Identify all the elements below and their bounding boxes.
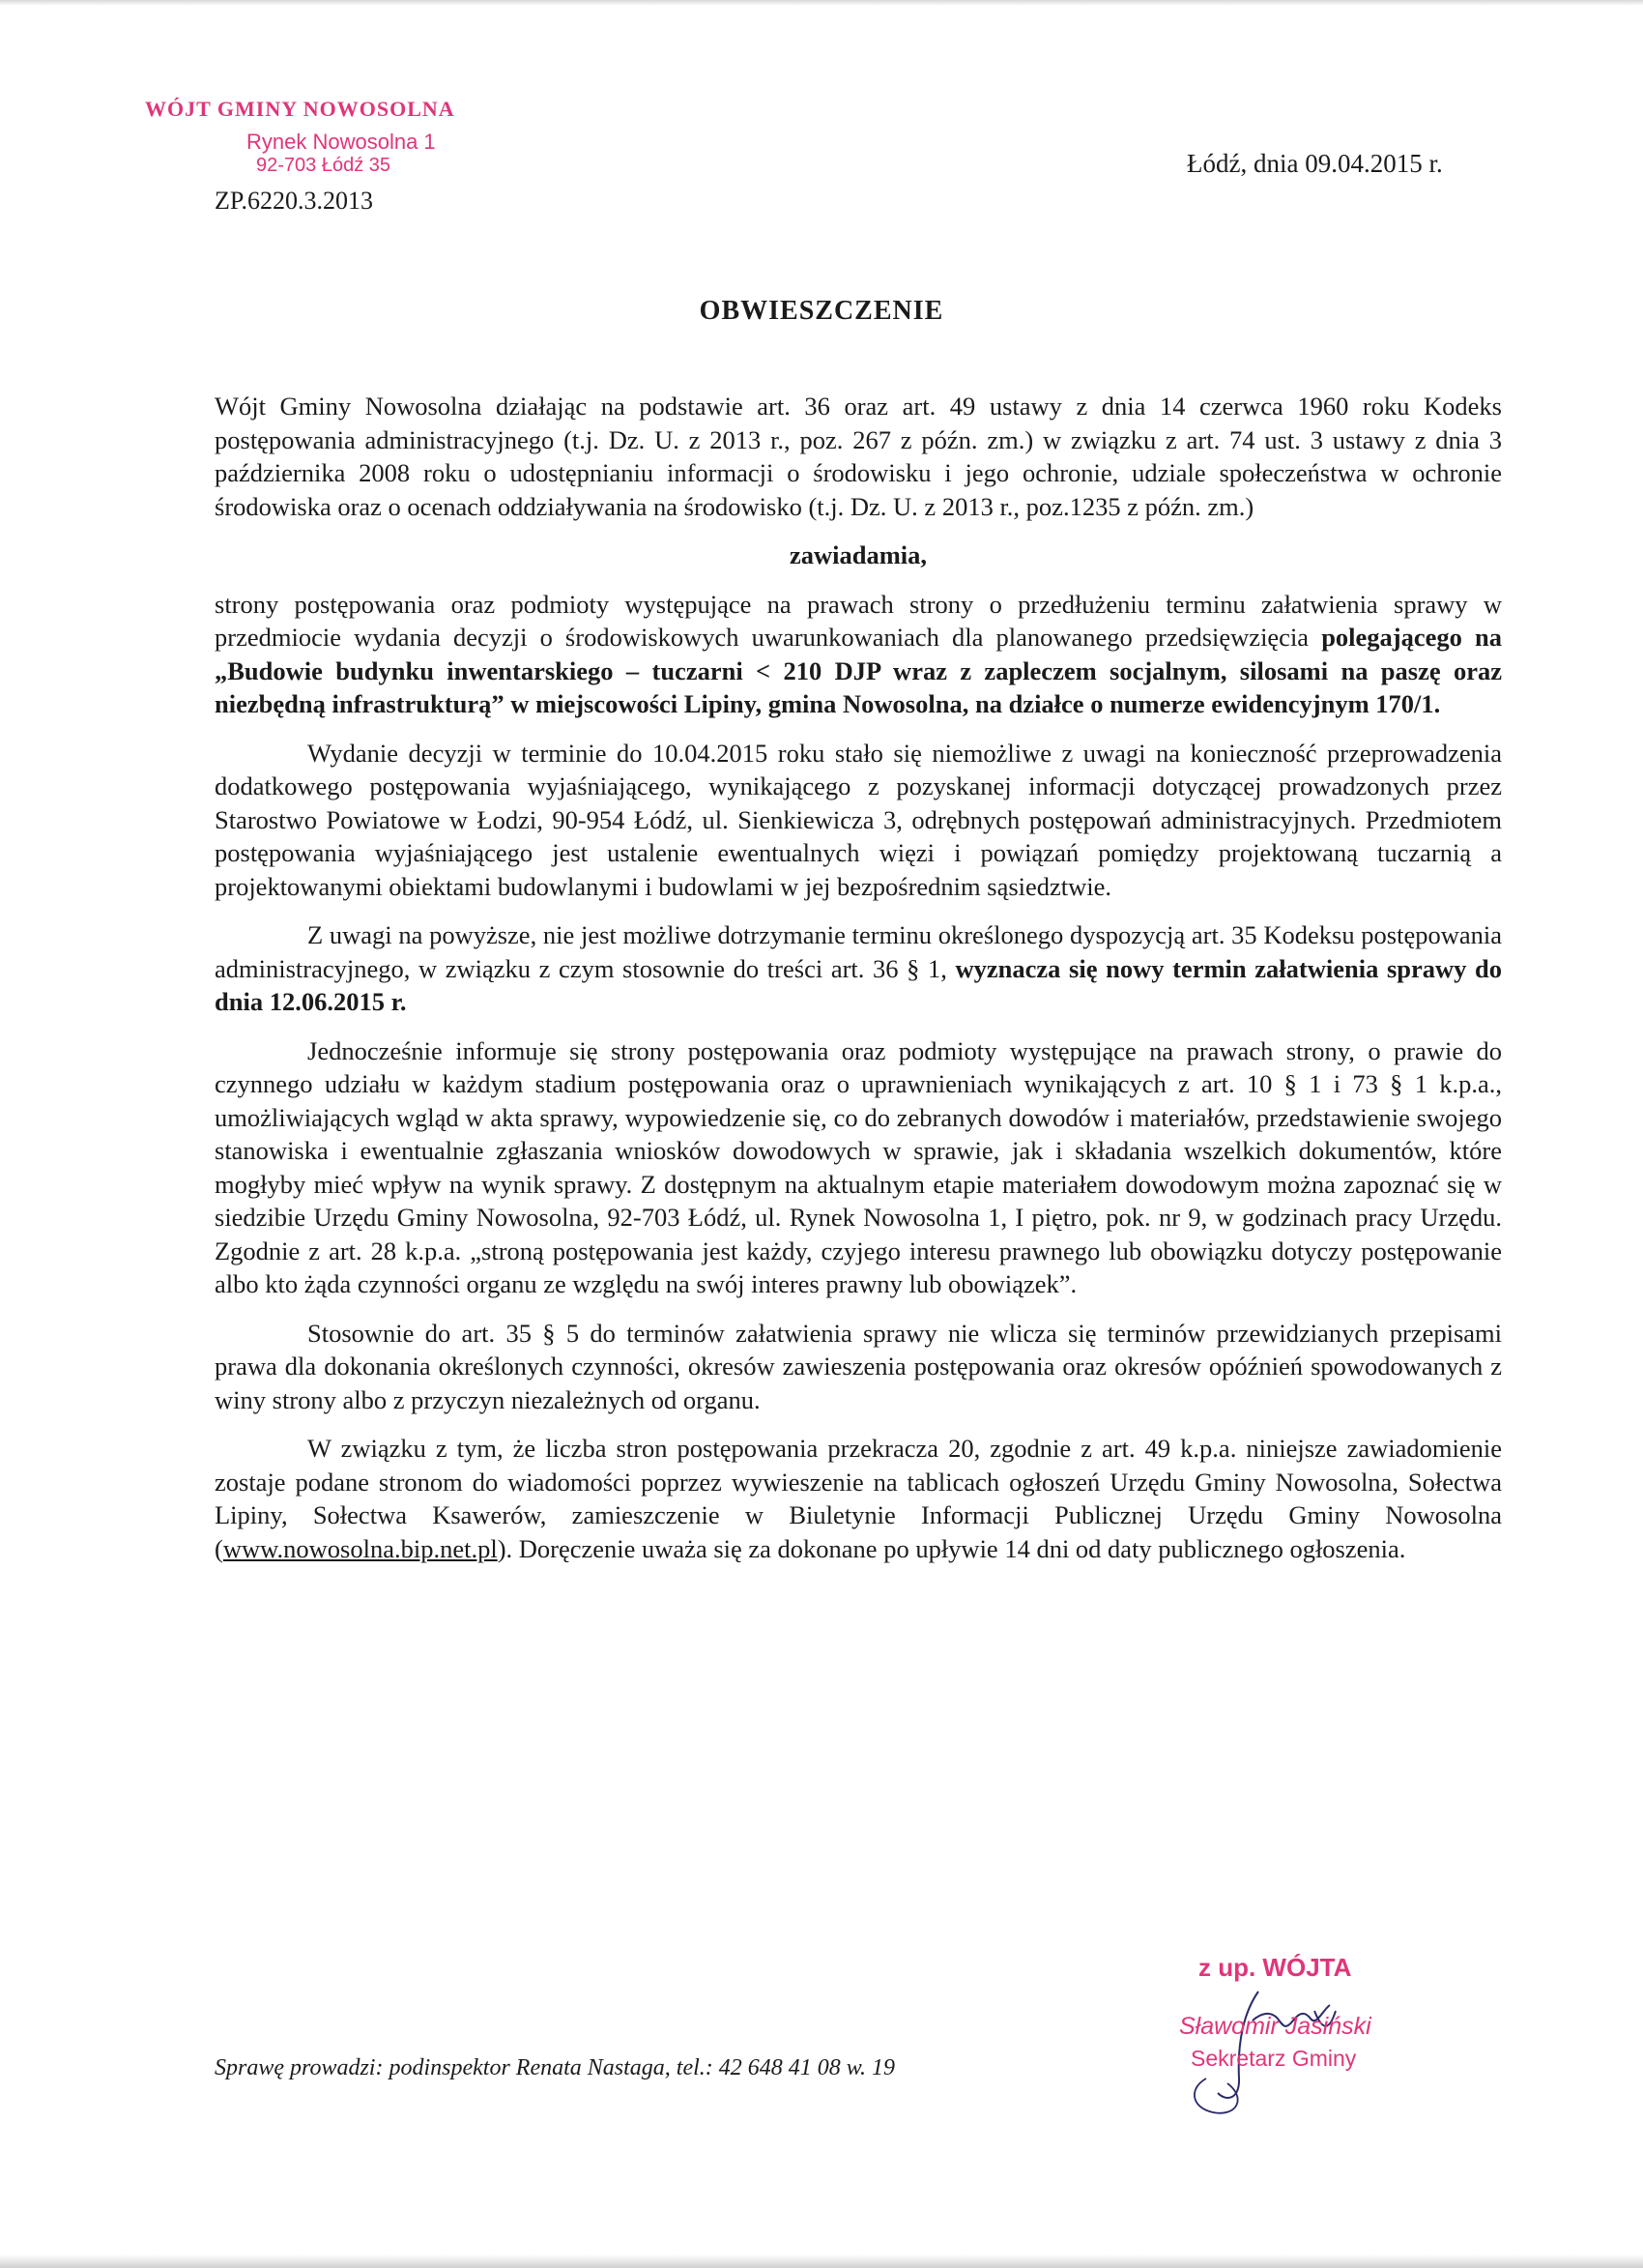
stamp-office-name: WÓJT GMINY NOWOSOLNA <box>145 97 455 121</box>
paragraph-extension <box>215 588 1502 721</box>
signature-stamp <box>1169 1943 1459 2137</box>
paragraph-publication <box>215 1432 1502 1565</box>
signature-title: z up. WÓJTA <box>1198 1953 1352 1982</box>
new-deadline: wyznacza się nowy termin załatwienia sprawy do dnia 12.06.2015 r. <box>215 953 1503 1016</box>
paragraph-publication-text-end: ). Doręczenie uważa się za dokonane po upływie 14 dni od daty publicznego ogłoszenia. <box>497 1533 1406 1563</box>
intro-paragraph: Wójt Gminy Nowosolna działając na podstawie art. 36 oraz art. 49 ustawy z dnia 14 czerwca 1960 roku Kodeks postępowania administracyjnego (t.j. Dz. U. z 2013 r., poz. 267 z późn. zm.) w związku z art. 74 ust. 3 ustawy z dnia 3 października 2008 roku o udostępnianiu informacji o środowisku i jego ochronie, udziale społeczeństwa w ochronie środowiska oraz o ocenach oddziaływania na środowisko (t.j. Dz. U. z 2013 r., poz.1235 z późn. zm.) <box>215 392 1502 521</box>
project-description: polegającego na „Budowie budynku inwentarskiego – tuczarni < 210 DJP wraz z zapleczem socjalnym, silosami na paszę oraz niezbędną infrastrukturą” w miejscowości Lipiny, gmina Nowosolna, na działce o numerze ewidencyjnym 170/1. <box>215 623 1502 718</box>
paragraph-extension-text: strony postępowania oraz podmioty występujące na prawach strony o przedłużeniu terminu załatwienia sprawy w przedmiocie wydania decyzji o środowiskowych uwarunkowaniach dla planowanego przedsięwzięcia <box>215 589 1502 652</box>
signature-role: Sekretarz Gminy <box>1191 2046 1357 2071</box>
document-body <box>215 390 1502 1565</box>
signature-name: Sławomir Jasiński <box>1179 2013 1371 2040</box>
paragraph-new-deadline-text: Z uwagi na powyższe, nie jest możliwe dotrzymanie terminu określonego dyspozycją art. 35 Kodeksu postępowania administracyjnego, w związku z czym stosownie do treści art. 36 § 1, <box>215 920 1502 983</box>
scan-edge-top <box>0 0 1643 6</box>
paragraph-reason: Wydanie decyzji w terminie do 10.04.2015 roku stało się niemożliwe z uwagi na konieczność przeprowadzenia dodatkowego postępowania wyjaśniającego, wynikającego z pozyskanej informacji dotyczącej prowadzonych przez Starostwo Powiatowe w Łodzi, 90-954 Łódź, ul. Sienkiewicza 3, odrębnych postępowań administracyjnych. Przedmiotem postępowania wyjaśniającego jest ustalenie ewentualnych więzi i powiązań pomiędzy projektowaną tuczarnią a projektowanymi obiektami budowlanymi i budowlami w jej bezpośrednim sąsiedztwie. <box>215 738 1502 901</box>
stamp-street: Rynek Nowosolna 1 <box>246 130 436 154</box>
case-handler: Sprawę prowadzi: podinspektor Renata Nastaga, tel.: 42 648 41 08 w. 19 <box>215 2055 895 2080</box>
paragraph-publication-text: W związku z tym, że liczba stron postępowania przekracza 20, zgodnie z art. 49 k.p.a. niniejsze zawiadomienie zostaje podane stronom do wiadomości poprzez wywieszenie na tablicach ogłoszeń Urzędu Gminy Nowosolna, Sołectwa Lipiny, Sołectwa Ksawerów, zamieszczenie w Biuletynie Informacji Publicznej Urzędu Gminy Nowosolna ( <box>215 1434 1502 1563</box>
stamp-postcode: 92-703 Łódź 35 <box>256 155 391 176</box>
case-number: ZP.6220.3.2013 <box>215 187 373 215</box>
paragraph-new-deadline <box>215 918 1502 1019</box>
paragraph-rights: Jednocześnie informuje się strony postępowania oraz podmioty występujące na prawach strony, o prawie do czynnego udziału w każdym stadium postępowania oraz o uprawnieniach wynikających z art. 10 § 1 i 73 § 1 k.p.a., umożliwiających wgląd w akta sprawy, wypowiedzenie się, co do zebranych dowodów i materiałów, przedstawienie swojego stanowiska i ewentualnie zgłaszania wniosków dowodowych w sprawie, jak i składania wszelkich dokumentów, które mogłyby mieć wpływ na wynik sprawy. Z dostępnym na aktualnym etapie materiałem dowodowym można zapoznać się w siedzibie Urzędu Gminy Nowosolna, 92-703 Łódź, ul. Rynek Nowosolna 1, I piętro, pok. nr 9, w godzinach pracy Urzędu. Zgodnie z art. 28 k.p.a. „stroną postępowania jest każdy, czyjego interesu prawnego lub obowiązku dotyczy postępowanie albo kto żąda czynności organu ze względu na swój interes prawny lub obowiązek”. <box>215 1035 1502 1298</box>
notifies-heading: zawiadamia, <box>789 540 928 569</box>
bip-link[interactable]: www.nowosolna.bip.net.pl <box>222 1533 498 1563</box>
document-title: OBWIESZCZENIE <box>699 296 944 326</box>
scan-edge-bottom <box>0 2254 1643 2268</box>
place-date: Łódź, dnia 09.04.2015 r. <box>1187 149 1443 178</box>
paragraph-terms: Stosownie do art. 35 § 5 do terminów załatwienia sprawy nie wlicza się terminów przewidzianych przepisami prawa dla dokonania określonych czynności, okresów zawieszenia postępowania oraz okresów opóźnień spowodowanych z winy strony albo z przyczyn niezależnych od organu. <box>215 1318 1502 1414</box>
